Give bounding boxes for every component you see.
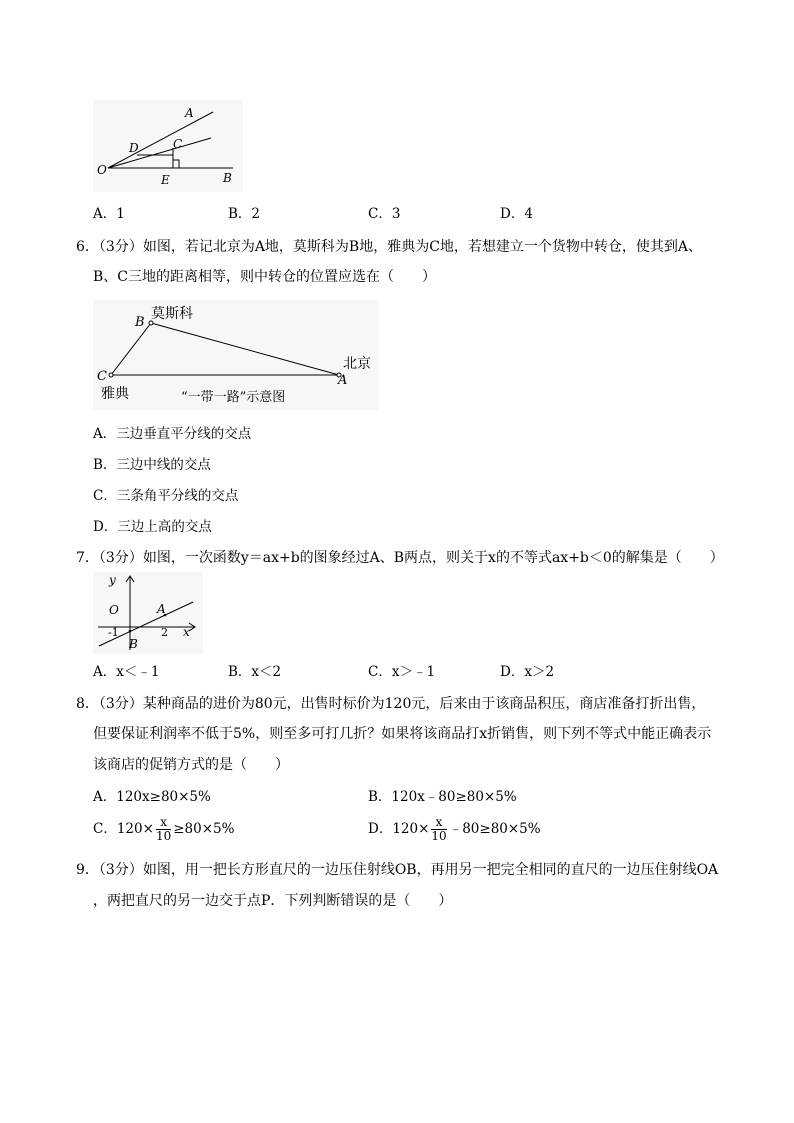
option-letter: A． bbox=[93, 206, 117, 222]
belt-road-figure bbox=[93, 300, 378, 410]
option-text: 120× bbox=[392, 821, 430, 837]
option-text: 4 bbox=[524, 206, 533, 222]
option-letter: B． bbox=[228, 206, 252, 222]
option-text: x＞﹣1 bbox=[391, 664, 436, 680]
option-text: x＞2 bbox=[524, 664, 555, 680]
q7-stem-line1: 7．（3分）如图，一次函数y＝ax+b的图象经过A、B两点，则关于x的不等式ax+b＜0的解集是（ ） bbox=[76, 550, 724, 566]
option-text: 2 bbox=[251, 206, 261, 222]
point-C bbox=[109, 373, 113, 377]
label-athens: 雅典 bbox=[101, 386, 129, 402]
q8-option-c bbox=[93, 816, 234, 843]
option-text: 120x﹣80≥80×5% bbox=[391, 789, 517, 805]
option-letter: C． bbox=[93, 821, 117, 837]
q8-stem-line1: 8．（3分）某种商品的进价为80元，出售时标价为120元，后来由于该商品积压，商店准备打折出售， bbox=[76, 696, 706, 712]
option-letter: C． bbox=[368, 206, 392, 222]
label-E: E bbox=[161, 173, 170, 187]
fraction-denominator: 10 bbox=[155, 829, 172, 843]
q8-option-b bbox=[368, 788, 517, 806]
option-letter: B． bbox=[368, 789, 392, 805]
fraction bbox=[156, 816, 171, 843]
q7-option-a bbox=[93, 663, 159, 681]
q8-stem-line2: 但要保证利润率不低于5%，则至多可打几折？如果将该商品打x折销售，则下列不等式中能正确表示 bbox=[93, 726, 712, 742]
fraction-numerator: x bbox=[156, 816, 171, 830]
label-minus-one: -1 bbox=[108, 626, 119, 639]
option-letter: A． bbox=[93, 789, 117, 805]
q5-option-c bbox=[368, 205, 400, 223]
label-A: A bbox=[157, 602, 166, 616]
q6-stem-line1: 6．（3分）如图，若记北京为A地，莫斯科为B地，雅典为C地，若想建立一个货物中转仓，使其到A、 bbox=[76, 239, 703, 255]
label-O: O bbox=[97, 163, 107, 177]
fraction-numerator: x bbox=[431, 816, 446, 830]
option-letter: D． bbox=[368, 821, 393, 837]
label-A: A bbox=[338, 373, 348, 388]
q7-option-c bbox=[368, 663, 435, 681]
label-beijing: 北京 bbox=[343, 356, 371, 372]
figure-caption: “一带一路”示意图 bbox=[181, 390, 286, 405]
option-text: x＜2 bbox=[251, 664, 282, 680]
q7-option-b bbox=[228, 663, 281, 681]
q8-stem-line3: 该商店的促销方式的是（ ） bbox=[93, 757, 289, 773]
option-letter: D． bbox=[93, 519, 118, 535]
linear-function-graph bbox=[93, 572, 203, 654]
label-B: B bbox=[135, 315, 145, 330]
label-B: B bbox=[223, 171, 232, 185]
label-moscow: 莫斯科 bbox=[151, 306, 193, 322]
q6-option-a bbox=[93, 425, 251, 443]
fraction bbox=[431, 816, 446, 843]
label-C: C bbox=[97, 369, 107, 384]
option-letter: B． bbox=[228, 664, 252, 680]
option-text: 120× bbox=[116, 821, 154, 837]
option-text: 120x≥80×5% bbox=[116, 789, 211, 805]
option-text: 1 bbox=[116, 206, 125, 222]
q5-option-a bbox=[93, 205, 125, 223]
label-B: B bbox=[129, 637, 138, 651]
option-text: 三边垂直平分线的交点 bbox=[116, 426, 252, 442]
option-letter: B． bbox=[93, 457, 117, 473]
label-A: A bbox=[185, 106, 194, 120]
label-D: D bbox=[129, 141, 139, 155]
option-letter: C． bbox=[93, 488, 117, 504]
q6-option-b bbox=[93, 456, 211, 474]
option-letter: C． bbox=[368, 664, 392, 680]
q5-option-b bbox=[228, 205, 260, 223]
option-text: 三边中线的交点 bbox=[116, 457, 211, 473]
option-letter: D． bbox=[500, 664, 525, 680]
fraction-denominator: 10 bbox=[431, 829, 447, 843]
label-x: x bbox=[183, 625, 190, 639]
q9-stem-line1: 9．（3分）如图，用一把长方形直尺的一边压住射线OB，再用另一把完全相同的直尺的一边压住射线OA bbox=[76, 862, 719, 878]
q5-option-d bbox=[500, 205, 533, 223]
option-text: 三边上高的交点 bbox=[117, 519, 212, 535]
option-letter: A． bbox=[93, 426, 117, 442]
label-O: O bbox=[109, 603, 119, 617]
point-B bbox=[129, 630, 132, 633]
option-letter: D． bbox=[500, 206, 525, 222]
q8-option-d bbox=[368, 816, 541, 843]
option-text: 三条角平分线的交点 bbox=[116, 488, 239, 504]
option-text: ﹣80≥80×5% bbox=[448, 821, 541, 837]
option-text: ≥80×5% bbox=[173, 821, 235, 837]
option-letter: A． bbox=[93, 664, 117, 680]
option-text: x＜﹣1 bbox=[116, 664, 160, 680]
option-text: 3 bbox=[391, 206, 401, 222]
q6-stem-line2: B、C三地的距离相等，则中转仓的位置应选在（ ） bbox=[93, 269, 436, 285]
q6-option-c bbox=[93, 487, 238, 505]
q7-option-d bbox=[500, 663, 554, 681]
q6-option-d bbox=[93, 518, 212, 536]
angle-figure bbox=[93, 100, 243, 192]
label-C: C bbox=[173, 137, 183, 151]
label-y: y bbox=[109, 573, 116, 587]
label-two: 2 bbox=[161, 626, 168, 639]
q9-stem-line2: ，两把直尺的另一边交于点P．下列判断错误的是（ ） bbox=[93, 893, 453, 909]
q8-option-a bbox=[93, 788, 211, 806]
